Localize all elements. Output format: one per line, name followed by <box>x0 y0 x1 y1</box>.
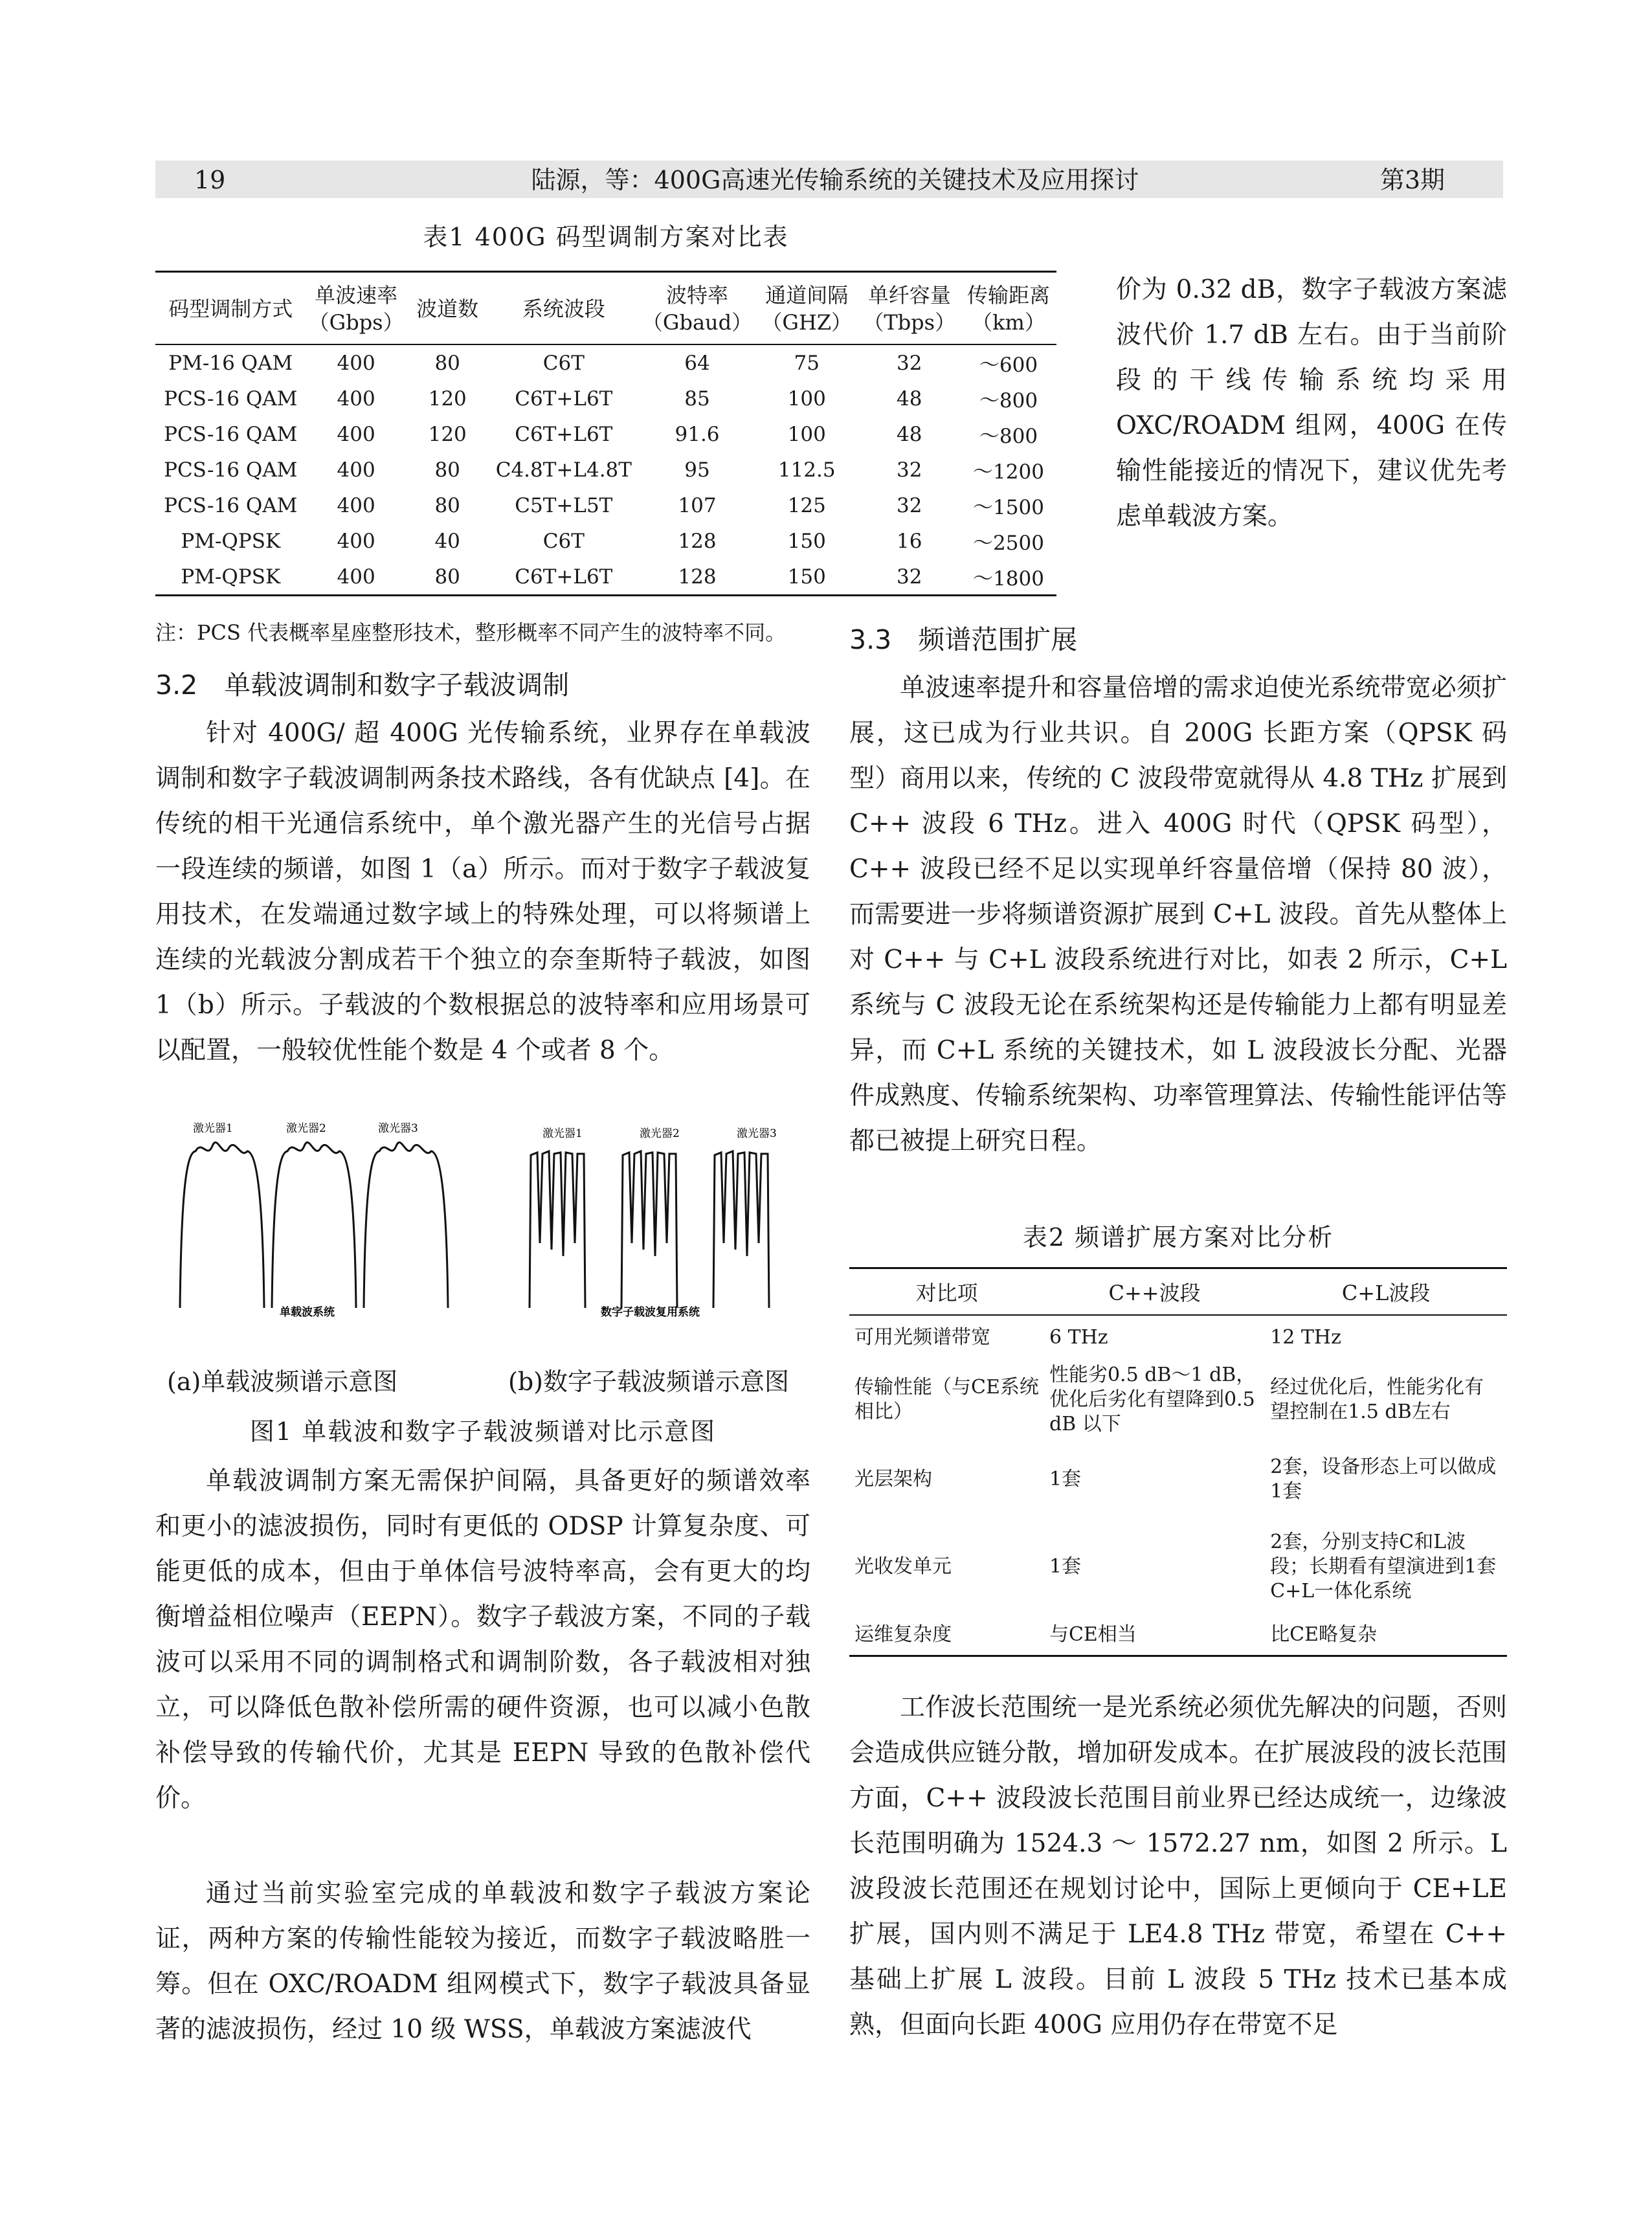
single-carrier-3 <box>364 1142 448 1308</box>
page-number: 19 <box>194 166 226 194</box>
table2-cell: 与CE相当 <box>1049 1623 1137 1647</box>
table1-cell: PM-16 QAM <box>168 351 293 375</box>
table1-cell: ～1500 <box>973 496 1044 519</box>
table2-cell: 12 THz <box>1270 1325 1341 1349</box>
figure1-subcaption-b: (b)数字子载波频谱示意图 <box>508 1367 789 1396</box>
table1-col-header: 通道间隔（GHZ） <box>761 283 853 335</box>
table1-col-header: 波道数 <box>416 297 479 321</box>
table1-cell: 100 <box>787 422 826 446</box>
table1-cell: ～800 <box>979 389 1038 412</box>
table1-cell: 75 <box>794 351 820 375</box>
figure1-subcaption-a: (a)单载波频谱示意图 <box>167 1367 398 1396</box>
table2-col-header: C+L波段 <box>1341 1281 1431 1305</box>
table1-cell: 400 <box>337 458 375 482</box>
table2-caption: 表2 频谱扩展方案对比分析 <box>1022 1223 1334 1252</box>
table1-row <box>155 416 1056 452</box>
table1-col-header: 码型调制方式 <box>168 297 293 321</box>
table2-header-row <box>849 1268 1507 1316</box>
table1-row <box>155 344 1056 381</box>
table1-cell: 16 <box>897 529 922 553</box>
table2-cell: 2套，设备形态上可以做成1套 <box>1270 1456 1497 1503</box>
table1 <box>155 271 1056 596</box>
table2-cell: 性能劣0.5 dB～1 dB，优化后劣化有望降到0.5 dB 以下 <box>1049 1364 1256 1435</box>
table2-cell: 光收发单元 <box>854 1555 952 1578</box>
laser-label: 激光器2 <box>286 1122 326 1135</box>
table1-cell: C5T+L5T <box>515 493 613 517</box>
table1-row <box>155 452 1056 488</box>
table1-cell: 150 <box>787 565 826 589</box>
table2-cell: 6 THz <box>1049 1325 1108 1349</box>
table2-cell: 光层架构 <box>854 1468 932 1490</box>
table2-row <box>849 1518 1507 1615</box>
table1-cell: 85 <box>684 387 710 410</box>
table1-cell: 120 <box>428 422 467 446</box>
subcarrier-spectra <box>530 1151 769 1308</box>
figure1-spectra <box>155 1114 810 1353</box>
table1-cell: 125 <box>787 493 826 517</box>
table1-cell: PCS-16 QAM <box>164 493 298 517</box>
table1-cell: PCS-16 QAM <box>164 387 298 410</box>
table2-row <box>849 1441 1507 1518</box>
table2-col-header: C++波段 <box>1108 1281 1201 1305</box>
table1-row <box>155 523 1056 559</box>
paragraph: 工作波长范围统一是光系统必须优先解决的问题，否则会造成供应链分散，增加研发成本。在扩展波段的波长范围方面，C++ 波段波长范围目前业界已经达成统一，边缘波长范围明确为 1524.3 ～ 1572.27 nm，如图 2 所示。L 波段波长范围还在规划讨论中，国际上更倾向于 CE+LE 扩展，国内则不满足于 LE4.8 THz 带宽，希望在 C++ 基础上扩展 L 波段。目前 L 波段 5 THz 技术已基本成熟，但面向长距 400G 应用仍存在带宽不足 <box>849 1693 1507 2040</box>
table1-row <box>155 559 1056 596</box>
table1-cell: C6T <box>542 529 585 553</box>
table2-row <box>849 1315 1507 1359</box>
table2-cell: 传输性能（与CE系统相比） <box>854 1376 1039 1423</box>
single-carrier-label: 单载波系统 <box>280 1306 335 1319</box>
table1-cell: 400 <box>337 565 375 589</box>
table2-cell: 运维复杂度 <box>854 1623 952 1647</box>
table1-cell: 32 <box>897 458 922 482</box>
laser-label: 激光器3 <box>378 1122 418 1135</box>
table1-row <box>155 381 1056 416</box>
table1-cell: ～1200 <box>973 460 1044 484</box>
table1-cell: PM-QPSK <box>181 529 281 553</box>
table1-cell: C4.8T+L4.8T <box>495 458 632 482</box>
table1-cell: 80 <box>434 493 460 517</box>
table1-cell: 32 <box>897 493 922 517</box>
table1-note: 注：PCS 代表概率星座整形技术，整形概率不同产生的波特率不同。 <box>155 620 787 645</box>
issue-number: 第3期 <box>1379 166 1445 194</box>
table2-row <box>849 1359 1507 1441</box>
paragraph: 通过当前实验室完成的单载波和数字子载波方案论证，两种方案的传输性能较为接近，而数字子载波略胜一筹。但在 OXC/ROADM 组网模式下，数字子载波具备显著的滤波损伤，经过 10 级 WSS，单载波方案滤波代 <box>155 1879 810 2044</box>
running-header <box>155 161 1503 198</box>
table1-cell: 64 <box>684 351 710 375</box>
table1-cell: 91.6 <box>675 422 720 446</box>
table1-cell: 128 <box>678 565 717 589</box>
table1-cell: 128 <box>678 529 717 553</box>
table1-cell: PCS-16 QAM <box>164 458 298 482</box>
table1-cell: 120 <box>428 387 467 410</box>
table1-col-header: 系统波段 <box>522 297 605 321</box>
table1-cell: C6T <box>542 351 585 375</box>
table2-row <box>849 1615 1507 1656</box>
table1-cell: ～600 <box>979 354 1038 377</box>
table1-cell: PCS-16 QAM <box>164 422 298 446</box>
table1-cell: 107 <box>678 493 717 517</box>
table2-cell: 经过优化后，性能劣化有望控制在1.5 dB左右 <box>1270 1376 1484 1423</box>
table1-cell: 95 <box>684 458 710 482</box>
laser-label: 激光器1 <box>193 1122 233 1135</box>
table2-col-header: 对比项 <box>915 1281 978 1305</box>
subcarrier-group-1 <box>530 1151 585 1308</box>
paragraph: 单波速率提升和容量倍增的需求迫使光系统带宽必须扩展，这已成为行业共识。自 200G 长距方案（QPSK 码型）商用以来，传统的 C 波段带宽就得从 4.8 THz 扩展到 C++ 波段 6 THz。进入 400G 时代（QPSK 码型），C++ 波段已经不足以实现单纤容量倍增（保持 80 波），而需要进一步将频谱资源扩展到 C+L 波段。首先从整体上对 C++ 与 C+L 波段系统进行对比，如表 2 所示，C+L 系统与 C 波段无论在系统架构还是传输能力上都有明显差异，而 C+L 系统的关键技术，如 L 波段波长分配、光器件成熟度、传输系统架构、功率管理算法、传输性能评估等都已被提上研究日程。 <box>849 673 1507 1156</box>
table1-cell: 400 <box>337 493 375 517</box>
section-heading-3-2: 3.2 单载波调制和数字子载波调制 <box>155 669 570 701</box>
laser-label: 激光器3 <box>737 1127 777 1140</box>
table1-cell: C6T+L6T <box>515 422 613 446</box>
figure1 <box>155 1114 810 1353</box>
table1-cell: ～1800 <box>973 567 1044 590</box>
table1-col-header: 传输距离（km） <box>966 283 1050 335</box>
paragraph: 价为 0.32 dB，数字子载波方案滤波代价 1.7 dB 左右。由于当前阶段的干线传输系统均采用 OXC/ROADM 组网，400G 在传输性能接近的情况下，建议优先考虑单载波方案。 <box>1116 275 1507 531</box>
table1-col-header: 波特率（Gbaud） <box>642 283 753 335</box>
laser-label: 激光器1 <box>542 1127 583 1140</box>
single-carrier-spectra <box>180 1142 448 1308</box>
table1-cell: 400 <box>337 422 375 446</box>
table1-cell: 48 <box>897 422 922 446</box>
table1-cell: 400 <box>337 529 375 553</box>
table1-cell: ～800 <box>979 425 1038 448</box>
table2-cell: 1套 <box>1049 1555 1082 1578</box>
single-carrier-1 <box>180 1142 264 1308</box>
subcarrier-group-2 <box>621 1151 677 1308</box>
single-carrier-2 <box>272 1142 356 1308</box>
table1-cell: ～2500 <box>973 532 1044 555</box>
table1-cell: 80 <box>434 565 460 589</box>
table2-cell: 可用光频谱带宽 <box>854 1325 990 1349</box>
table1-cell: 40 <box>434 529 460 553</box>
table2-cell: 比CE略复杂 <box>1270 1623 1378 1647</box>
running-title: 陆源，等：400G高速光传输系统的关键技术及应用探讨 <box>531 166 1139 194</box>
paragraph: 单载波调制方案无需保护间隔，具备更好的频谱效率和更小的滤波损伤，同时有更低的 ODSP 计算复杂度、可能更低的成本，但由于单体信号波特率高，会有更大的均衡增益相位噪声（EEPN）。数字子载波方案，不同的子载波可以采用不同的调制格式和调制阶数，各子载波相对独立，可以降低色散补偿所需的硬件资源，也可以减小色散补偿导致的传输代价，尤其是 EEPN 导致的色散补偿代价。 <box>155 1467 810 1813</box>
table1-col-header: 单波速率（Gbps） <box>308 283 404 335</box>
section-heading-3-3: 3.3 频谱范围扩展 <box>849 624 1078 655</box>
subcarrier-label: 数字子载波复用系统 <box>601 1306 700 1319</box>
paragraph: 针对 400G/ 超 400G 光传输系统，业界存在单载波调制和数字子载波调制两条技术路线，各有优缺点 [4]。在传统的相干光通信系统中，单个激光器产生的光信号占据一段连续的频谱，如图 1（a）所示。而对于数字子载波复用技术，在发端通过数字域上的特殊处理，可以将频谱上连续的光载波分割成若干个独立的奈奎斯特子载波，如图 1（b）所示。子载波的个数根据总的波特率和应用场景可以配置，一般较优性能个数是 4 个或者 8 个。 <box>155 719 810 1065</box>
table1-cell: 32 <box>897 351 922 375</box>
table1-cell: PM-QPSK <box>181 565 281 589</box>
table1-cell: C6T+L6T <box>515 387 613 410</box>
table1-header-row <box>155 272 1056 345</box>
figure1-caption: 图1 单载波和数字子载波频谱对比示意图 <box>249 1417 717 1446</box>
table1-cell: C6T+L6T <box>515 565 613 589</box>
table2-cell: 2套，分别支持C和L波段；长期看有望演进到1套C+L一体化系统 <box>1270 1531 1497 1602</box>
table1-cell: 100 <box>787 387 826 410</box>
table1-caption: 表1 400G 码型调制方案对比表 <box>423 223 789 251</box>
table1-cell: 48 <box>897 387 922 410</box>
table1-cell: 150 <box>787 529 826 553</box>
subcarrier-group-3 <box>713 1151 769 1308</box>
table1-row <box>155 488 1056 523</box>
table1-cell: 400 <box>337 351 375 375</box>
table2-cell: 1套 <box>1049 1468 1082 1490</box>
table1-cell: 80 <box>434 458 460 482</box>
table1-cell: 80 <box>434 351 460 375</box>
table1-cell: 400 <box>337 387 375 410</box>
table1-cell: 32 <box>897 565 922 589</box>
table1-cell: 112.5 <box>777 458 836 482</box>
laser-label: 激光器2 <box>640 1127 680 1140</box>
table1-col-header: 单纤容量（Tbps） <box>863 283 956 335</box>
table2 <box>849 1267 1507 1657</box>
